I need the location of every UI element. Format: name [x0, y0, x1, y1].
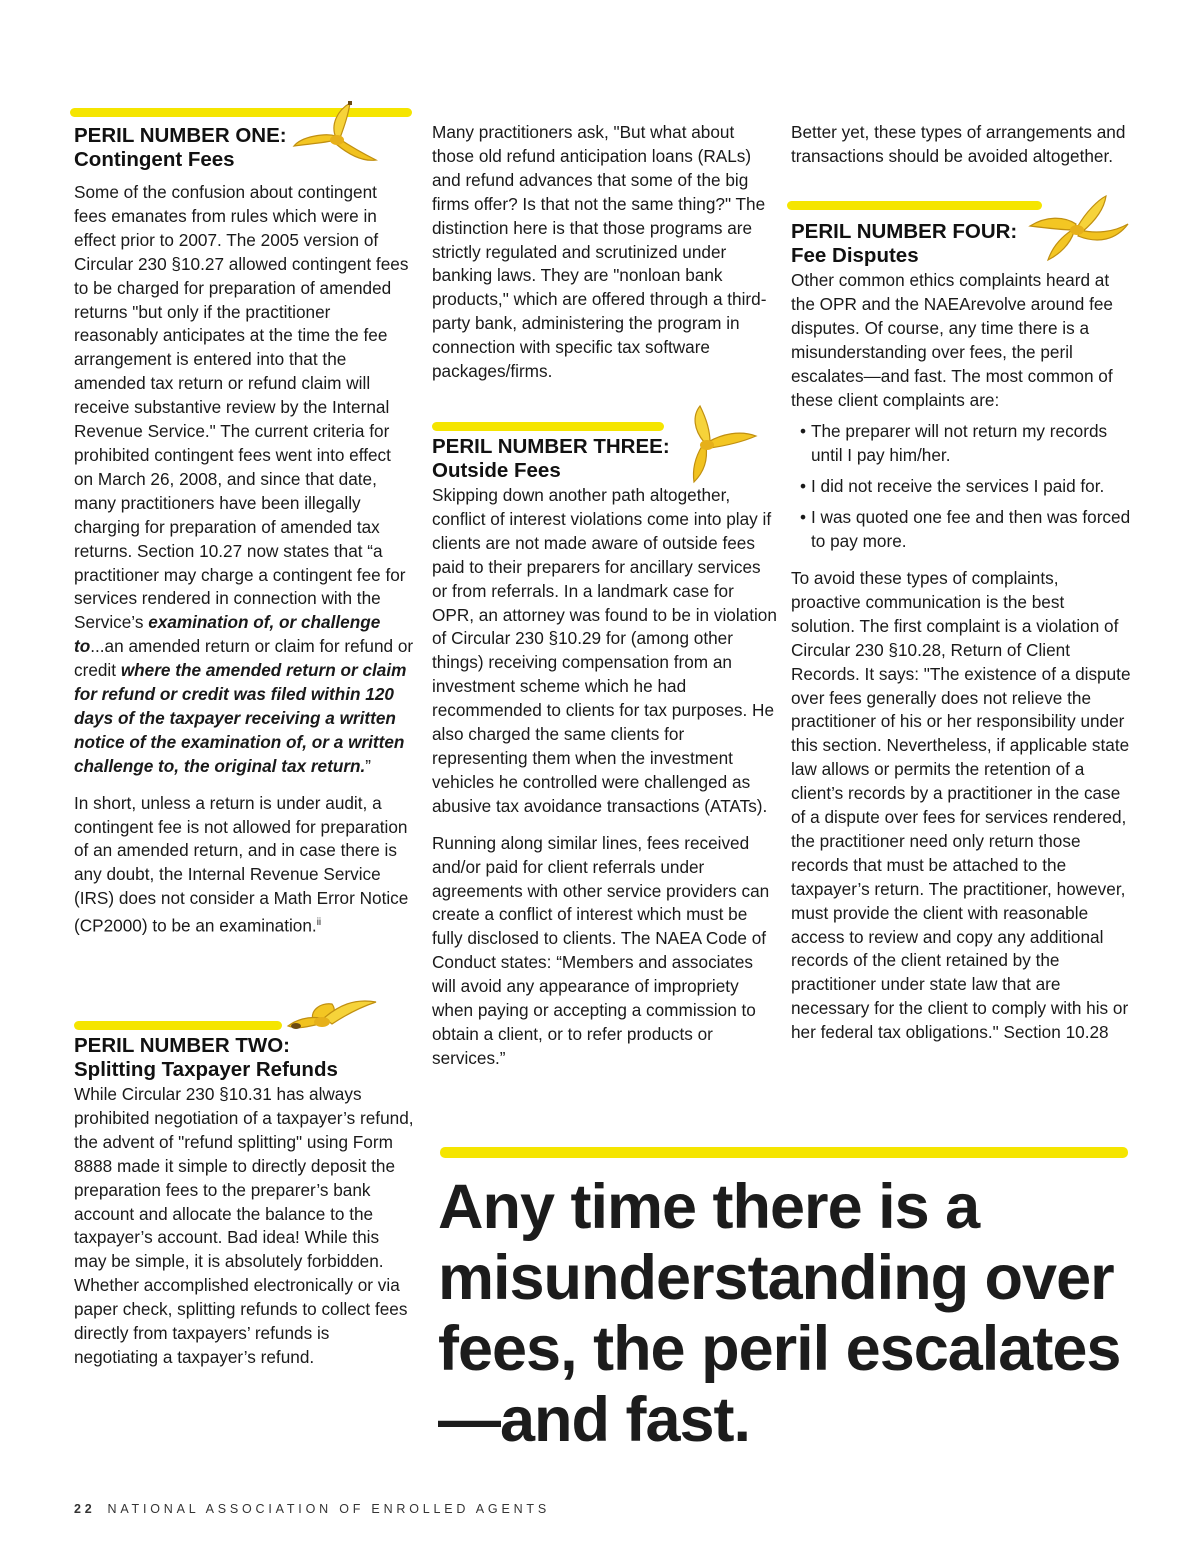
intro-paragraph: Many practitioners ask, "But what about those old refund anticipation loans (RALs) and refund advances that some of the big firms offer? Is that not the same thing?" The distinction here is that those programs are strictly regulated and scrutinized under banking laws. They are "nonloan bank products," which are offered through a third-party bank, administering the program in connection with specific tax software packages/firms. — [432, 122, 767, 382]
peril-three-paragraph: Running along similar lines, fees received and/or paid for client referrals under agreements with other service providers can create a conflict of interest which must be fully disclosed to clients. The NAEA Code of Conduct states: “Members and associates will avoid any appearance of impropriety when paying or accepting a commission to obtain a client, or to refer products or services.” — [432, 832, 770, 1068]
peril-two-paragraph: While Circular 230 §10.31 has always prohibited negotiation of a taxpayer’s refund, the advent of "refund splitting" using Form 8888 made it simple to directly deposit the preparation fees to the preparer’s bank account and allocate the balance to the taxpayer’s account. Bad idea! While this may be simple, it is absolutely forbidden. Whether accomplished electronically or via paper check, splitting refunds to collect fees directly from taxpayers’ refunds is negotiating a taxpayer’s refund. — [74, 1084, 414, 1367]
peril-one-subtitle: Contingent Fees — [74, 148, 235, 171]
list-item: • I did not receive the services I paid for. — [791, 475, 1131, 499]
peril-four-body — [791, 269, 1131, 1045]
pull-quote: Any time there is a misunderstanding over fees, the peril escalates—and fast. — [438, 1172, 1121, 1455]
peril-four-paragraph: Other common ethics complaints heard at the OPR and the NAEArevolve around fee disputes. Of course, any time there is a misunderstanding over fees, the peril escalates—and fast. The most common of these client complaints are: — [791, 270, 1113, 410]
pull-quote-bar — [440, 1147, 1128, 1158]
peril-three-subtitle: Outside Fees — [432, 459, 561, 482]
peril-two-body — [74, 1083, 414, 1370]
peril-one-title: PERIL NUMBER ONE: — [74, 124, 287, 147]
peril-two-heading — [74, 1034, 338, 1082]
peril-one-body — [74, 181, 414, 939]
peril-two-title: PERIL NUMBER TWO: — [74, 1034, 291, 1057]
complaint-list — [791, 420, 1131, 554]
peril-three-bar — [432, 422, 664, 431]
banana-peel-icon — [1024, 190, 1134, 262]
peril-four-bar — [787, 201, 1042, 210]
page-number: 22 — [74, 1502, 96, 1516]
peril-four-heading — [791, 220, 1017, 268]
page-footer — [74, 1502, 550, 1516]
column-three-intro — [791, 121, 1131, 169]
peril-two-subtitle: Splitting Taxpayer Refunds — [74, 1058, 338, 1081]
peril-one-heading — [74, 124, 287, 172]
peril-three-paragraph: Skipping down another path altogether, conflict of interest violations come into play if clients are not made aware of outside fees paid to their preparers for ancillary services or from referrals. In a landmark case for OPR, an attorney was found to be in violation of Circular 230 §10.29 for (among other things) receiving compensation from an investment scheme which he had recommended to clients for tax purposes. He also charged the same clients for representing them when the investment vehicles he controlled were challenged as abusive tax avoidance transactions (ATATs). — [432, 485, 777, 816]
list-item: • The preparer will not return my records until I pay him/her. — [791, 420, 1131, 468]
publication-name: NATIONAL ASSOCIATION OF ENROLLED AGENTS — [107, 1502, 550, 1516]
peril-four-paragraph: To avoid these types of complaints, proactive communication is the best solution. The first complaint is a violation of Circular 230 §10.28, Return of Client Records. It says: "The existence of a dispute over fees generally does not relieve the practitioner of his or her responsibility under this section. Nevertheless, if applicable state law allows or permits the retention of a client’s records by a practitioner in the case of a dispute over fees for services rendered, the practitioner need only return those records that must be attached to the taxpayer’s return. The practitioner, however, must provide the client with reasonable access to review and copy any additional records of the client retained by the practitioner under state law that are necessary for the client to comply with his or her federal tax obligations." Section 10.28 — [791, 567, 1131, 1043]
peril-one-paragraph: In short, unless a return is under audit, a contingent fee is not allowed for preparation of an amended return, and in case there is any doubt, the Internal Revenue Service (IRS) does not consider a Math Error Notice (CP2000) to be an examination.$^{ii}$ — [74, 792, 409, 936]
peril-three-heading — [432, 435, 670, 483]
peril-three-title: PERIL NUMBER THREE: — [432, 435, 670, 458]
peril-four-title: PERIL NUMBER FOUR: — [791, 220, 1018, 243]
peril-two-bar — [74, 1021, 282, 1030]
banana-peel-icon — [290, 100, 382, 166]
peril-one-paragraph: Some of the confusion about contingent fees emanates from rules which were in effect prior to 2007. The 2005 version of Circular 230 §10.27 allowed contingent fees to be charged for preparation of amended returns "but only if the practitioner reasonably anticipates at the time the fee arrangement is entered into that the amended tax return or refund claim will receive substantive review by the Internal Revenue Service." The current criteria for prohibited contingent fees went into effect on March 26, 2008, and since that date, many practitioners have been illegally charging for preparation of amended tax returns. Section 10.27 now states that “a practitioner may charge a contingent fee for services rendered in connection with the Service’s examination of, or challenge to...an amended return or claim for refund or credit where the amended return or claim for refund or credit was filed within 120 days of the taxpayer receiving a written notice of the examination of, or a written challenge to, the original tax return.” — [74, 182, 414, 776]
intro-paragraph: Better yet, these types of arrangements and transactions should be avoided altogether. — [791, 122, 1126, 166]
column-two-intro — [432, 121, 777, 384]
endnote-marker: ii — [316, 917, 322, 929]
list-item: • I was quoted one fee and then was forced to pay more. — [791, 506, 1131, 554]
peril-three-body — [432, 484, 777, 1071]
banana-peel-icon — [664, 404, 760, 484]
peril-four-subtitle: Fee Disputes — [791, 244, 919, 267]
